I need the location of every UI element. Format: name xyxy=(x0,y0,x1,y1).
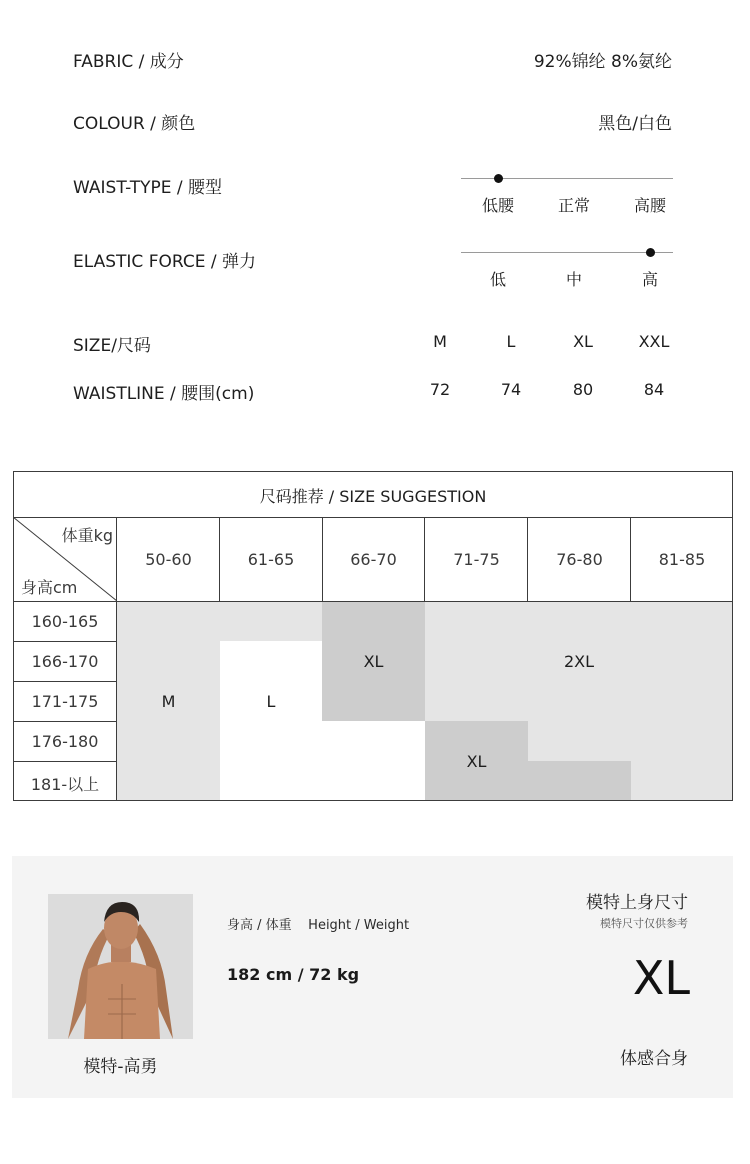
table-border xyxy=(732,471,733,801)
table-border xyxy=(13,721,117,722)
size-value: M xyxy=(433,332,447,351)
waist-type-tick: 正常 xyxy=(557,196,590,215)
height-range: 160-165 xyxy=(31,612,99,631)
table-title: 尺码推荐 / SIZE SUGGESTION xyxy=(259,487,487,506)
size-region-l: L xyxy=(266,692,276,711)
waistline-value: 74 xyxy=(500,380,522,399)
size-value: XL xyxy=(573,332,593,351)
height-header: 身高cm xyxy=(21,578,78,597)
weight-range: 50-60 xyxy=(145,550,192,569)
weight-range: 66-70 xyxy=(350,550,397,569)
size-region-xl-lower: XL xyxy=(466,752,487,771)
cell-2xl-mid xyxy=(528,721,733,761)
table-border xyxy=(13,641,117,642)
waistline-value: 84 xyxy=(643,380,665,399)
size-label: SIZE/尺码 xyxy=(73,336,151,356)
size-value: XXL xyxy=(638,332,670,351)
table-border xyxy=(13,800,733,801)
waist-type-tick: 高腰 xyxy=(633,196,666,215)
elastic-force-label: ELASTIC FORCE / 弹力 xyxy=(73,252,256,272)
height-range: 176-180 xyxy=(31,732,99,751)
weight-range: 61-65 xyxy=(247,550,295,569)
waistline-value: 80 xyxy=(572,380,594,399)
table-border xyxy=(13,471,733,472)
colour-value: 黑色/白色 xyxy=(598,114,672,134)
waist-type-tick: 低腰 xyxy=(481,196,514,215)
model-size: XL xyxy=(632,951,690,1005)
model-photo xyxy=(48,894,193,1039)
weight-range: 76-80 xyxy=(556,550,603,569)
table-border xyxy=(13,601,733,602)
height-range: 181-以上 xyxy=(30,775,100,794)
model-stats-value: 182 cm / 72 kg xyxy=(227,965,360,984)
table-border xyxy=(13,517,733,518)
elastic-force-tick: 高 xyxy=(641,270,658,289)
waist-type-indicator xyxy=(494,174,503,183)
cell-2xl-bottom xyxy=(631,761,733,801)
elastic-force-scale xyxy=(461,252,673,253)
table-border xyxy=(13,681,117,682)
size-region-xl: XL xyxy=(363,652,384,671)
colour-label: COLOUR / 颜色 xyxy=(73,114,196,134)
weight-header: 体重kg xyxy=(61,526,113,545)
fabric-value: 92%锦纶 8%氨纶 xyxy=(533,52,672,72)
waistline-value: 72 xyxy=(429,380,451,399)
size-value: L xyxy=(506,332,516,351)
elastic-force-tick: 低 xyxy=(489,270,506,289)
model-figure-image xyxy=(48,894,193,1039)
cell-xl-lower-right xyxy=(528,761,631,801)
elastic-force-indicator xyxy=(646,248,655,257)
upper-size-title: 模特上身尺寸 xyxy=(586,893,688,913)
height-range: 166-170 xyxy=(31,652,99,671)
model-name: 模特-高勇 xyxy=(83,1057,158,1077)
waist-type-scale xyxy=(461,178,673,179)
weight-range: 81-85 xyxy=(658,550,706,569)
size-suggestion-table xyxy=(13,471,733,801)
fabric-label: FABRIC / 成分 xyxy=(73,52,184,72)
height-range: 171-175 xyxy=(31,692,99,711)
model-stats-label: 身高 / 体重 Height / Weight xyxy=(227,918,410,933)
size-region-m: M xyxy=(161,692,176,711)
model-fit: 体感合身 xyxy=(620,1049,688,1069)
elastic-force-tick: 中 xyxy=(565,270,582,289)
size-region-2xl: 2XL xyxy=(563,652,595,671)
waist-type-label: WAIST-TYPE / 腰型 xyxy=(73,178,223,198)
weight-range: 71-75 xyxy=(453,550,500,569)
cell-l-top xyxy=(220,601,322,641)
waistline-label: WAISTLINE / 腰围(cm) xyxy=(73,384,255,404)
upper-size-note: 模特尺寸仅供参考 xyxy=(600,917,688,930)
table-border xyxy=(13,761,117,762)
